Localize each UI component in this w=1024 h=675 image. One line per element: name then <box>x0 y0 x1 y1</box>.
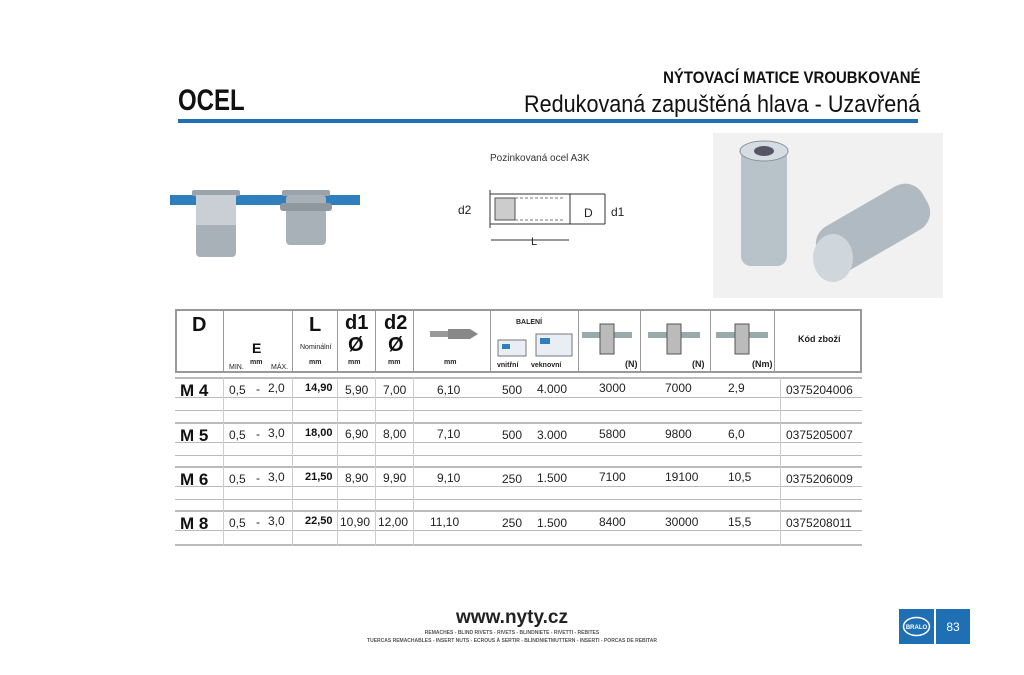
cell-drill: 11,10 <box>430 515 460 529</box>
cell-f2: 7000 <box>665 381 692 395</box>
cell-L: 18,00 <box>305 427 333 439</box>
header-force1: (N) <box>625 359 638 369</box>
cell-dash: - <box>256 427 260 441</box>
cell-d1: 10,90 <box>340 515 371 529</box>
cell-e-min: 0,5 <box>229 472 246 486</box>
cell-outer: 3.000 <box>537 428 568 442</box>
cell-d2: 9,90 <box>383 471 407 485</box>
product-subtitle: Redukovaná zapuštěná hlava - Uzavřená <box>523 91 920 118</box>
cell-f1: 7100 <box>599 470 626 484</box>
cell-d2: 7,00 <box>383 383 407 397</box>
cell-inner: 250 <box>502 516 523 530</box>
cell-f1: 8400 <box>599 515 626 529</box>
cell-outer: 1.500 <box>537 516 568 530</box>
row-size: M 8 <box>180 514 209 533</box>
cell-f1: 3000 <box>599 381 626 395</box>
cell-dash: - <box>256 471 260 485</box>
box-icons <box>496 330 578 358</box>
header-E: E <box>252 340 262 356</box>
cell-drill: 7,10 <box>437 427 461 441</box>
product-photo <box>713 133 943 298</box>
cell-e-max: 3,0 <box>268 470 285 484</box>
cell-e-min: 0,5 <box>229 383 246 397</box>
cell-e-max: 2,0 <box>268 381 285 395</box>
page-number: 83 <box>936 609 970 644</box>
website-link[interactable]: www.nyty.cz <box>456 607 568 628</box>
drill-icon <box>430 326 478 342</box>
header-d1-mm: mm <box>348 359 361 366</box>
cell-f2: 30000 <box>665 515 699 529</box>
header-e-max: MÁX. <box>271 364 289 371</box>
cell-torque: 2,9 <box>728 381 745 395</box>
header-drill-mm: mm <box>444 359 457 366</box>
cell-L: 14,90 <box>305 382 333 394</box>
cell-torque: 15,5 <box>728 515 752 529</box>
dim-d2: d2 <box>458 203 472 217</box>
cell-f2: 9800 <box>665 427 692 441</box>
cell-d1: 8,90 <box>345 471 369 485</box>
header-D: D <box>192 314 207 336</box>
row-size: M 4 <box>180 381 209 400</box>
cell-e-max: 3,0 <box>268 514 285 528</box>
header-veknovni: veknovní <box>531 362 562 369</box>
row-size: M 5 <box>180 426 209 445</box>
header-d1-diam: Ø <box>348 334 364 356</box>
cell-torque: 6,0 <box>728 427 745 441</box>
header-d2: d2 <box>384 312 408 334</box>
cell-drill: 9,10 <box>437 471 461 485</box>
material-spec: Pozinkovaná ocel A3K <box>490 153 590 164</box>
cell-d2: 12,00 <box>378 515 409 529</box>
logo-text: BRALO <box>905 625 928 631</box>
header-force2: (N) <box>692 359 705 369</box>
cell-f1: 5800 <box>599 427 626 441</box>
header-l-nominal: Nominální <box>300 344 332 351</box>
cell-L: 22,50 <box>305 515 333 527</box>
header-vnitrni: vnitřní <box>497 362 519 369</box>
cell-code[interactable]: 0375205007 <box>786 428 853 442</box>
material-title: OCEL <box>178 84 245 117</box>
header-baleni: BALENÍ <box>516 319 543 326</box>
cell-code[interactable]: 0375208011 <box>786 516 852 530</box>
header-e-min: MIN. <box>229 364 244 371</box>
header-e-mm: mm <box>250 359 263 366</box>
header-rule <box>178 119 918 123</box>
dim-d1: d1 <box>611 205 625 219</box>
cell-f2: 19100 <box>665 470 699 484</box>
cell-code[interactable]: 0375206009 <box>786 472 853 486</box>
dim-D: D <box>584 206 593 220</box>
cell-e-max: 3,0 <box>268 426 285 440</box>
header-l-mm: mm <box>309 359 322 366</box>
dim-L: L <box>531 236 538 248</box>
cell-outer: 4.000 <box>537 382 568 396</box>
header-torque: (Nm) <box>752 359 773 369</box>
row-size: M 6 <box>180 470 209 489</box>
cell-e-min: 0,5 <box>229 428 246 442</box>
dimension-drawing <box>455 168 635 250</box>
header-code: Kód zboží <box>798 334 841 344</box>
bralo-logo <box>899 609 934 644</box>
cell-inner: 250 <box>502 472 523 486</box>
cell-L: 21,50 <box>305 471 333 483</box>
cell-d1: 6,90 <box>345 427 369 441</box>
cell-d2: 8,00 <box>383 427 407 441</box>
force-icons <box>578 312 774 362</box>
cell-code[interactable]: 0375204006 <box>786 383 853 397</box>
footer-line-1: REMACHES - BLIND RIVETS - RIVETS - BLINDNIETE - RIVETTI - REBITES <box>424 630 600 636</box>
cell-outer: 1.500 <box>537 471 568 485</box>
cell-dash: - <box>256 515 260 529</box>
header-d2-diam: Ø <box>388 334 404 356</box>
cell-inner: 500 <box>502 428 523 442</box>
cell-inner: 500 <box>502 383 523 397</box>
cell-d1: 5,90 <box>345 383 369 397</box>
cell-drill: 6,10 <box>437 383 461 397</box>
header-L: L <box>309 314 322 336</box>
cell-torque: 10,5 <box>728 470 752 484</box>
cell-e-min: 0,5 <box>229 516 246 530</box>
product-title: NÝTOVACÍ MATICE VROUBKOVANÉ <box>662 68 920 87</box>
header-d1: d1 <box>345 312 369 334</box>
header-d2-mm: mm <box>388 359 401 366</box>
cell-dash: - <box>256 382 260 396</box>
installation-illustration <box>170 185 370 265</box>
footer-line-2: TUERCAS REMACHABLES - INSERT NUTS - ECROUS À SERTIR - BLINDNIETMUTTERN - INSERTI - PORCAS DE REBITAR <box>367 638 657 644</box>
